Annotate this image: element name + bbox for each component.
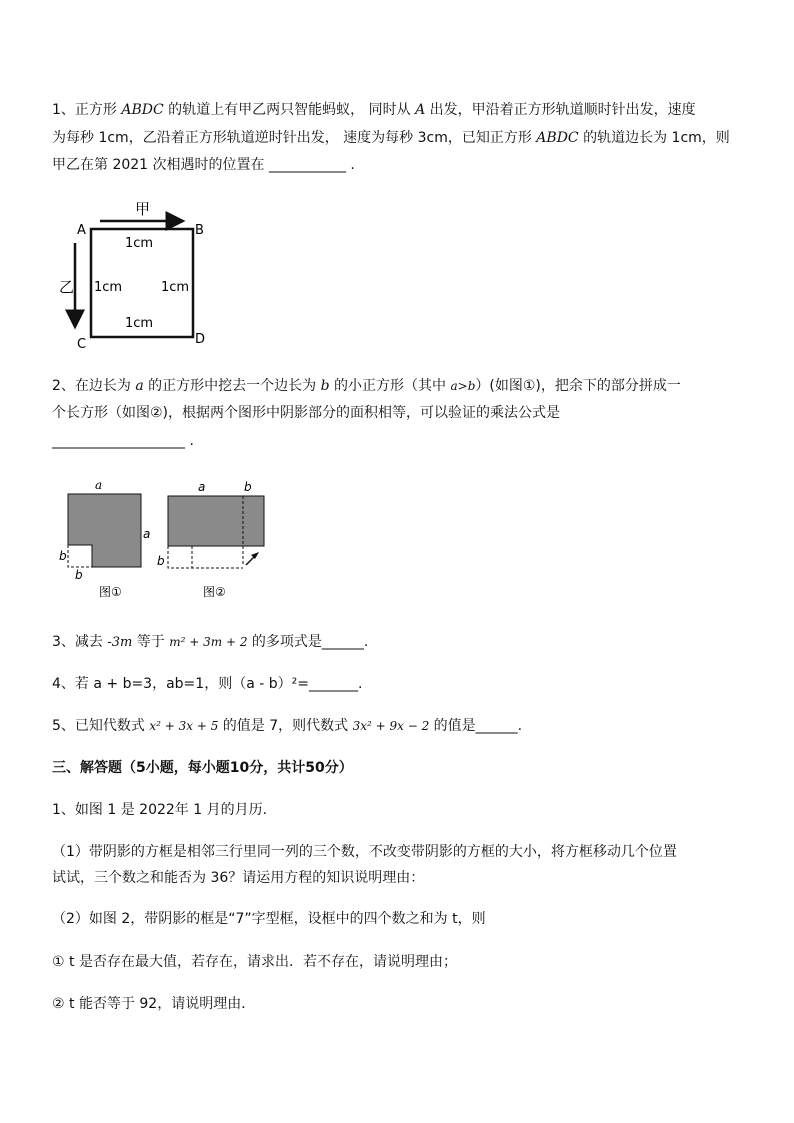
q1-line-2 xyxy=(52,128,730,148)
q3-text: 等于 xyxy=(132,634,170,650)
removed-square xyxy=(68,545,92,567)
q1-line-1 xyxy=(52,100,696,120)
shaded-square xyxy=(68,494,141,567)
q5-text: 5、已知代数式 xyxy=(52,718,150,734)
label-a2-top: a xyxy=(198,480,206,494)
vertex-b: B xyxy=(195,223,204,238)
vertex-d: D xyxy=(195,332,206,347)
bottom-length: 1cm xyxy=(125,316,154,331)
q5-text: 的值是______. xyxy=(429,718,523,734)
label-b2-top: b xyxy=(244,480,252,494)
caption-fig1: 图① xyxy=(99,585,122,599)
q3-term: -3m xyxy=(107,635,133,650)
q1-text: 出发，甲沿着正方形轨道顺时针出发，速度 xyxy=(425,102,696,118)
var-a: a xyxy=(135,378,144,394)
q2-text: ）(如图①)，把余下的部分拼成一 xyxy=(475,378,681,394)
q3-poly: m² + 3m + 2 xyxy=(169,635,248,649)
q2-text: 的小正方形（其中 xyxy=(329,378,451,394)
var-b: b xyxy=(320,378,330,394)
label-b-bottom: b xyxy=(75,568,83,582)
q5-text: 的值是 7，则代数式 xyxy=(218,718,353,734)
point-a: A xyxy=(415,102,426,118)
section-heading: 三、解答题（5小题，每小题10分，共计50分） xyxy=(52,760,353,776)
square-name: ABDC xyxy=(536,130,579,146)
q3-line xyxy=(52,632,368,653)
s1-subq2: ② t 能否等于 92，请说明理由． xyxy=(52,996,256,1012)
q1-text: 1、正方形 xyxy=(52,102,122,118)
q5-expr-1: x² + 3x + 5 xyxy=(149,719,219,733)
jia-label: 甲 xyxy=(135,200,151,218)
label-b-left: b xyxy=(59,549,67,563)
q3-text: 3、减去 xyxy=(52,634,108,650)
q1-text: 为每秒 1cm，乙沿着正方形轨道逆时针出发， 速度为每秒 3cm，已知正方形 xyxy=(52,130,537,146)
vertex-a: A xyxy=(77,223,86,238)
caption-fig2: 图② xyxy=(203,585,226,599)
yi-label: 乙 xyxy=(59,278,75,296)
condition: a>b xyxy=(450,379,476,393)
s1-subq1: ① t 是否存在最大值，若存在，请求出．若不存在，请说明理由； xyxy=(52,954,457,970)
q2-text: 的正方形中挖去一个边长为 xyxy=(143,378,321,394)
q1-text: 的轨道边长为 1cm，则 xyxy=(578,130,730,146)
s1-part2: （2）如图 2，带阴影的框是“7”字型框，设框中的四个数之和为 t，则 xyxy=(52,911,486,927)
q5-expr-2: 3x² + 9x − 2 xyxy=(352,719,430,733)
label-a-side: a xyxy=(143,527,151,541)
moved-strip xyxy=(168,546,243,568)
q5-line xyxy=(52,716,522,736)
q2-line-1 xyxy=(52,376,681,396)
q2-line-3: ___________________ . xyxy=(52,433,194,449)
s1-part1-line1: （1）带阴影的方框是相邻三行里同一列的三个数，不改变带阴影的方框的大小，将方框移动几个位置 xyxy=(52,844,677,860)
q1-text: 的轨道上有甲乙两只智能蚂蚁， 同时从 xyxy=(163,102,416,118)
label-a-top: a xyxy=(95,478,103,492)
q1-line-3: 甲乙在第 2021 次相遇时的位置在 ___________ . xyxy=(52,157,355,173)
left-length: 1cm xyxy=(94,280,123,295)
vertex-c: C xyxy=(77,337,87,352)
shaded-rectangle xyxy=(168,496,264,546)
s1-part1-line2: 试试，三个数之和能否为 36？请运用方程的知识说明理由： xyxy=(52,870,425,886)
right-length: 1cm xyxy=(161,280,190,295)
area-figures xyxy=(52,475,282,600)
q2-text: 2、在边长为 xyxy=(52,378,136,394)
q4-line: 4、若 a + b=3，ab=1，则（a - b）²=_______. xyxy=(52,676,363,692)
q2-line-2: 个长方形（如图②)，根据两个图形中阴影部分的面积相等，可以验证的乘法公式是 xyxy=(52,405,561,421)
label-b2-left: b xyxy=(157,554,165,568)
top-length: 1cm xyxy=(125,236,154,251)
q3-text: 的多项式是______. xyxy=(247,634,369,650)
square-name: ABDC xyxy=(121,102,164,118)
square-track-figure xyxy=(55,195,225,355)
s1-intro: 1、如图 1 是 2022年 1 月的月历. xyxy=(52,802,268,818)
